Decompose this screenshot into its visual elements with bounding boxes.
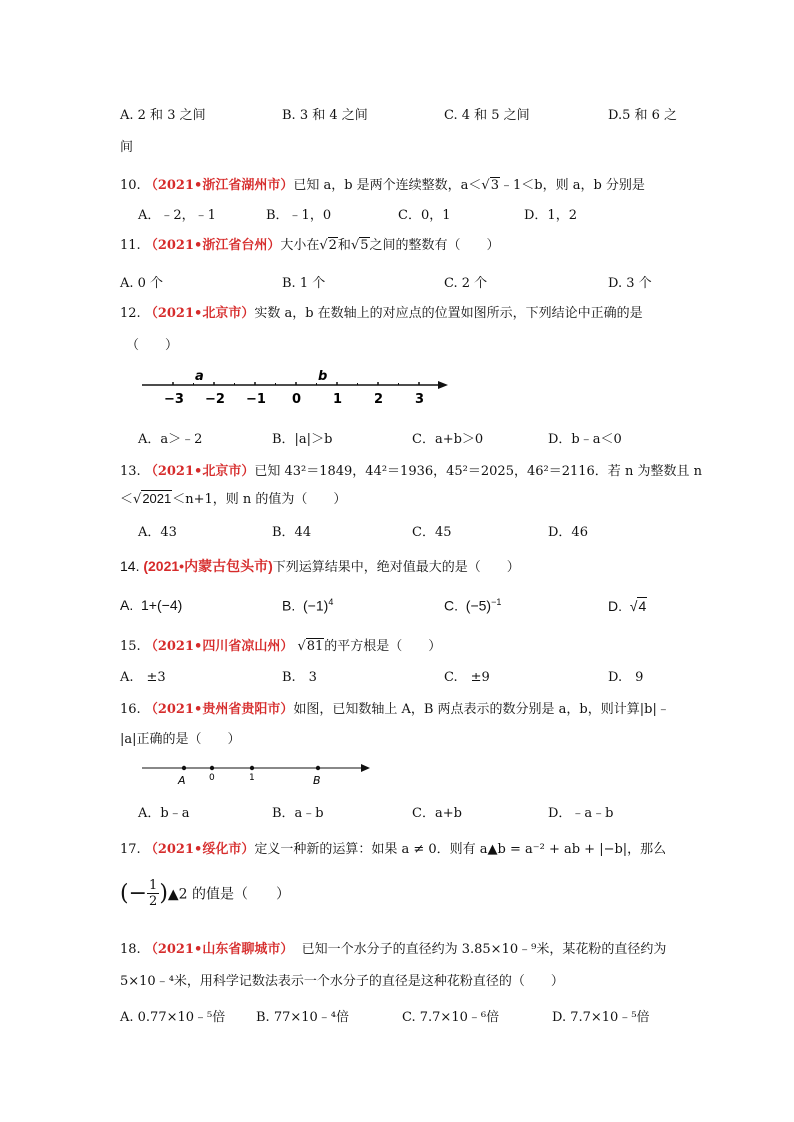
q10-option-d: D．1，2 [524, 208, 577, 223]
q14-source: (2021•内蒙古包头市) [143, 558, 273, 574]
q14-option-c-label: C. [444, 597, 458, 614]
q15-text: 的平方根是（ ） [324, 639, 442, 654]
q14-exp-b: 4 [328, 597, 334, 607]
q10-text-pre: 已知 a，b 是两个连续整数，a＜ [293, 178, 482, 193]
q15-radicand: 81 [306, 639, 324, 654]
q12-option-d: D．b﹣a＜0 [548, 432, 622, 447]
q11-option-b: B. 1 个 [282, 276, 326, 291]
q11-option-c: C. 2 个 [444, 276, 488, 291]
q16-label-0: 0 [209, 773, 215, 783]
q14-expr-b: (−1) [303, 597, 329, 614]
q16-source: （2021•贵州省贵阳市） [144, 702, 294, 717]
q13-line-2: ＜√2021＜n+1，则 n 的值为（ ） [120, 491, 347, 507]
q10-number: 10. [120, 178, 141, 193]
q17-frac-den: 2 [149, 894, 158, 909]
q15-option-c: C. ±9 [444, 670, 490, 685]
q16-option-c: C．a+b [412, 806, 462, 821]
q16-number: 16. [120, 702, 141, 717]
q12-paren: （ ） [126, 338, 179, 353]
q9-option-d-wrap: 间 [120, 140, 134, 155]
q9-option-b: B. 3 和 4 之间 [282, 108, 368, 123]
q16-line-2: |a|正确的是（ ） [120, 732, 241, 747]
q14-expr-d: 4 [638, 598, 647, 614]
q14-option-b [282, 597, 333, 614]
q14-option-d-label: D. [608, 598, 622, 614]
q18-option-c: C. 7.7×10﹣⁶倍 [402, 1010, 500, 1025]
q13-source: （2021•北京市） [144, 464, 255, 479]
question-15: 15. （2021•四川省凉山州） √81的平方根是（ ） [120, 639, 442, 654]
q15-source: （2021•四川省凉山州） [144, 639, 294, 654]
q11-option-a: A. 0 个 [120, 276, 164, 291]
q18-number: 18. [120, 942, 141, 957]
q12-tick-label: −1 [246, 392, 266, 407]
q12-number: 12. [120, 306, 141, 321]
q11-text-pre: 大小在 [280, 238, 320, 253]
q12-source: （2021•北京市） [144, 306, 255, 321]
question-11: 11. （2021•浙江省台州）大小在√2和√5之间的整数有（ ） [120, 238, 500, 253]
q14-option-a [120, 597, 182, 613]
question-16 [120, 698, 670, 717]
q11-source: （2021•浙江省台州） [144, 238, 281, 253]
q12-tick-label: 2 [374, 392, 384, 407]
q10-option-c: C．0，1 [398, 208, 451, 223]
q11-mid: 和 [337, 238, 351, 253]
q12-option-a: A．a＞﹣2 [138, 432, 203, 447]
q17-number: 17. [120, 842, 141, 857]
q13-text: 已知 43²＝1849，44²＝1936，45²＝2025，46²＝2116．若 n 为整数且 n [254, 464, 702, 479]
q14-expr-c: (−5) [465, 597, 492, 614]
q11-text-post: 之间的整数有（ ） [369, 238, 500, 253]
q16-label-b: B [313, 774, 321, 787]
q15-option-d: D. 9 [608, 670, 644, 685]
q18-source: （2021•山东省聊城市） [144, 942, 294, 957]
q11-radicand-1: 2 [328, 238, 337, 253]
q12-point-b-label: b [318, 369, 328, 384]
question-14 [120, 556, 520, 576]
question-18 [120, 938, 666, 957]
q9-option-a: A. 2 和 3 之间 [120, 108, 206, 123]
q13-option-a: A．43 [138, 525, 177, 540]
q13-radicand: 2021 [142, 491, 172, 506]
q18-option-b: B. 77×10﹣⁴倍 [256, 1010, 350, 1025]
q13-option-b: B．44 [272, 525, 312, 540]
q14-expr-a: 1+(−4) [141, 597, 183, 613]
q15-number: 15. [120, 639, 141, 654]
q12-tick-label: −2 [205, 392, 225, 407]
q12-tick-label: 1 [333, 392, 343, 407]
q16-option-b: B．a﹣b [272, 806, 324, 821]
q17-line2-rest: ▲2 的值是（ ） [167, 886, 291, 903]
q16-label-a: A [178, 774, 186, 787]
q11-option-d: D. 3 个 [608, 276, 652, 291]
q14-text: 下列运算结果中，绝对值最大的是（ ） [272, 560, 520, 575]
q14-option-b-label: B. [282, 597, 296, 614]
q10-text-post: ﹣1＜b，则 a，b 分别是 [500, 178, 645, 193]
q14-option-a-label: A. [120, 597, 134, 613]
q10-radicand: 3 [490, 178, 499, 193]
q17-source: （2021•绥化市） [144, 842, 255, 857]
q17-frac-num: 1 [149, 878, 158, 893]
q13-line2-pre: ＜ [120, 492, 134, 507]
q10-source: （2021•浙江省湖州市） [144, 178, 294, 193]
q12-point-a-label: a [195, 369, 204, 384]
question-13 [120, 460, 702, 479]
question-12 [120, 302, 643, 321]
q12-tick-label: 0 [292, 392, 302, 407]
q16-option-a: A．b﹣a [138, 806, 190, 821]
q13-number: 13. [120, 464, 141, 479]
q14-option-d: D. √4 [608, 598, 647, 614]
q18-text: 已知一个水分子的直径约为 3.85×10﹣⁹米，某花粉的直径约为 [301, 942, 667, 957]
q17-line-2: (− $\frac{1}{2}$ )▲2 的值是（ ） [120, 878, 291, 909]
question-17 [120, 838, 666, 857]
q12-text: 实数 a，b 在数轴上的对应点的位置如图所示，下列结论中正确的是 [254, 306, 643, 321]
q16-text: 如图，已知数轴上 A，B 两点表示的数分别是 a，b，则计算|b|﹣ [293, 702, 670, 717]
q10-option-a: A．﹣2，﹣1 [138, 208, 216, 223]
q12-option-b: B．|a|＞b [272, 432, 333, 447]
q18-option-d: D. 7.7×10﹣⁵倍 [552, 1010, 650, 1025]
question-10: 10. （2021•浙江省湖州市）已知 a，b 是两个连续整数，a＜√3﹣1＜b，则 a，b 分别是 [120, 178, 645, 193]
q11-number: 11. [120, 238, 141, 253]
q10-option-b: B．﹣1，0 [266, 208, 332, 223]
q17-text: 定义一种新的运算：如果 a ≠ 0．则有 a▲b = a⁻² + ab + |−b|，那么 [254, 842, 667, 857]
q15-option-b: B. 3 [282, 670, 317, 685]
q18-line-2: 5×10﹣⁴米，用科学记数法表示一个水分子的直径是这种花粉直径的（ ） [120, 974, 564, 989]
q12-tick-label: 3 [415, 392, 425, 407]
q12-tick-label: −3 [164, 392, 184, 407]
q13-line2-post: ＜n+1，则 n 的值为（ ） [172, 492, 347, 507]
q13-option-c: C．45 [412, 525, 452, 540]
q16-number-line [140, 758, 380, 788]
q12-option-c: C．a+b＞0 [412, 432, 484, 447]
q14-exp-c: −1 [491, 597, 502, 607]
q9-option-c: C. 4 和 5 之间 [444, 108, 530, 123]
q16-option-d: D．﹣a﹣b [548, 806, 614, 821]
q12-number-line [140, 366, 460, 408]
q14-option-c [444, 597, 501, 614]
q13-option-d: D．46 [548, 525, 588, 540]
q15-option-a: A. ±3 [120, 670, 166, 685]
q11-radicand-2: 5 [360, 238, 369, 253]
q14-number: 14. [120, 558, 140, 574]
q18-option-a: A. 0.77×10﹣⁵倍 [120, 1010, 226, 1025]
q16-label-1: 1 [249, 773, 255, 783]
q9-option-d: D.5 和 6 之 [608, 108, 678, 123]
